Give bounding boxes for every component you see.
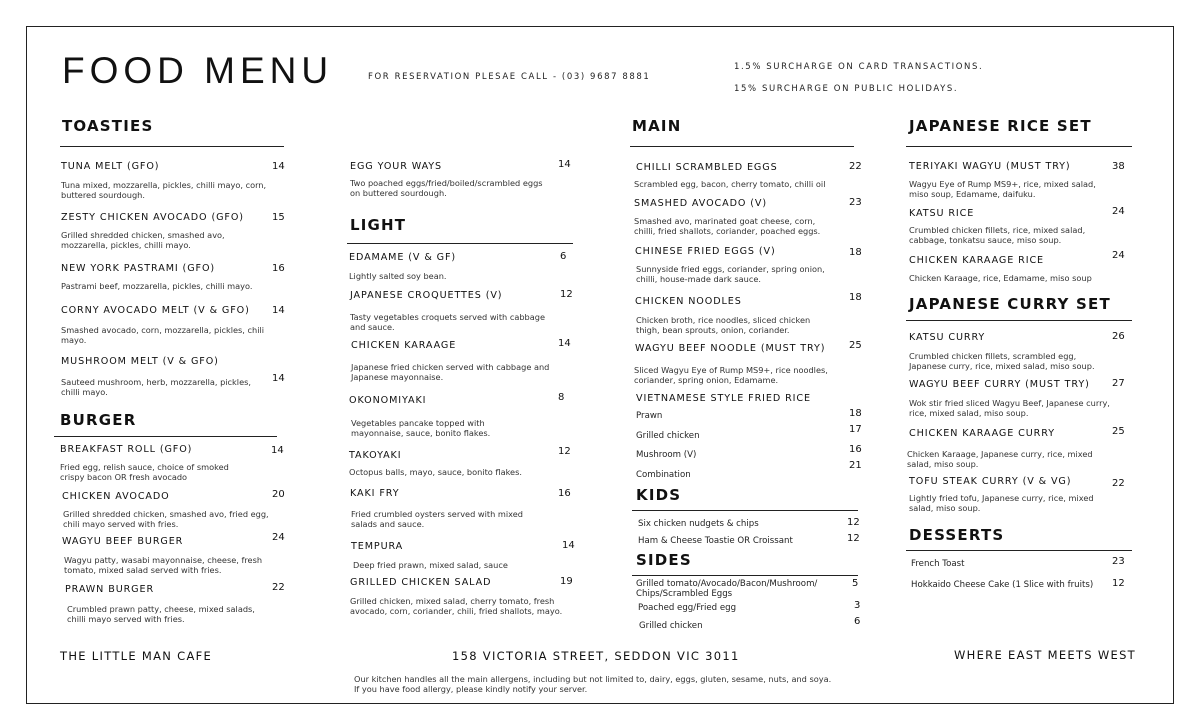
item-price: 16	[272, 263, 285, 274]
fried-rice-price: 16	[849, 444, 862, 455]
item-price: 14	[272, 373, 285, 384]
section-title-sides: SIDES	[636, 551, 692, 569]
item-price: 14	[272, 305, 285, 316]
dessert-price: 12	[1112, 578, 1125, 589]
fried-rice-option: Combination	[636, 470, 691, 480]
cafe-slogan: WHERE EAST MEETS WEST	[954, 648, 1137, 662]
kids-item: Ham & Cheese Toastie OR Croissant	[638, 536, 793, 546]
item-price: 22	[272, 582, 285, 593]
sides-price: 6	[854, 616, 861, 627]
item-description: Pastrami beef, mozzarella, pickles, chilli mayo.	[61, 281, 253, 291]
item-price: 24	[272, 532, 285, 543]
item-name: PRAWN BURGER	[65, 584, 155, 595]
item-description: Lightly fried tofu, Japanese curry, rice, mixed salad, miso soup.	[909, 493, 1094, 513]
item-price: 25	[849, 340, 862, 351]
section-rule-main	[630, 146, 854, 147]
fried-rice-title: VIETNAMESE STYLE FRIED RICE	[636, 393, 811, 404]
item-price: 14	[558, 338, 571, 349]
item-description: Sauteed mushroom, herb, mozzarella, pickles, chilli mayo.	[61, 377, 251, 397]
item-description: Japanese fried chicken served with cabbage and Japanese mayonnaise.	[351, 362, 550, 382]
item-description: Chicken Karaage, rice, Edamame, miso soup	[909, 273, 1092, 283]
item-price: 14	[558, 159, 571, 170]
item-description: Lightly salted soy bean.	[349, 271, 447, 281]
item-price: 8	[558, 392, 565, 403]
item-price: 20	[272, 489, 285, 500]
item-description: Grilled shredded chicken, smashed avo, fried egg, chili mayo served with fries.	[63, 509, 269, 529]
item-price: 24	[1112, 250, 1125, 261]
item-name: WAGYU BEEF BURGER	[62, 536, 184, 547]
cafe-name: THE LITTLE MAN CAFE	[60, 649, 213, 663]
sides-item: Poached egg/Fried egg	[638, 603, 737, 613]
item-name: NEW YORK PASTRAMI (GFO)	[61, 263, 216, 274]
section-title-japanese-rice-set: JAPANESE RICE SET	[909, 117, 1092, 135]
section-title-burger: BURGER	[60, 411, 137, 429]
section-title-kids: KIDS	[636, 486, 682, 504]
item-name: BREAKFAST ROLL (GFO)	[60, 444, 193, 455]
item-price: 25	[1112, 426, 1125, 437]
item-price: 14	[272, 161, 285, 172]
item-description: Crumbled chicken fillets, scrambled egg, Japanese curry, rice, mixed salad, miso soup.	[909, 351, 1095, 371]
kids-price: 12	[847, 533, 860, 544]
item-description: Vegetables pancake topped with mayonnaise, sauce, bonito flakes.	[351, 418, 491, 438]
item-description: Octopus balls, mayo, sauce, bonito flakes.	[349, 467, 522, 477]
item-description: Sunnyside fried eggs, coriander, spring onion, chilli, house-made dark sauce.	[636, 264, 825, 284]
sides-item: Grilled tomato/Avocado/Bacon/Mushroom/ Chips/Scrambled Eggs	[636, 579, 818, 599]
item-price: 18	[849, 247, 862, 258]
section-title-japanese-curry-set: JAPANESE CURRY SET	[909, 295, 1111, 313]
surcharge-holiday: 15% SURCHARGE ON PUBLIC HOLIDAYS.	[734, 84, 959, 94]
item-name: CHICKEN KARAAGE	[351, 340, 457, 351]
item-price: 14	[271, 445, 284, 456]
item-price: 14	[562, 540, 575, 551]
item-name: MUSHROOM MELT (V & GFO)	[61, 356, 219, 367]
item-name: KAKI FRY	[350, 488, 400, 499]
item-description: Smashed avocado, corn, mozzarella, pickles, chili mayo.	[61, 325, 265, 345]
surcharge-card: 1.5% SURCHARGE ON CARD TRANSACTIONS.	[734, 62, 984, 72]
item-price: 27	[1112, 378, 1125, 389]
item-name: GRILLED CHICKEN SALAD	[350, 577, 492, 588]
item-price: 12	[558, 446, 571, 457]
item-name: KATSU RICE	[909, 208, 975, 219]
item-description: Chicken Karaage, Japanese curry, rice, mixed salad, miso soup.	[907, 449, 1093, 469]
item-name: CHICKEN KARAAGE CURRY	[909, 428, 1055, 439]
item-description: Two poached eggs/fried/boiled/scrambled eggs on buttered sourdough.	[350, 178, 543, 198]
item-description: Fried egg, relish sauce, choice of smoked crispy bacon OR fresh avocado	[60, 462, 229, 482]
item-description: Crumbled prawn patty, cheese, mixed salads, chilli mayo served with fries.	[67, 604, 255, 624]
section-rule-japanese-curry-set	[906, 320, 1132, 321]
item-price: 18	[849, 292, 862, 303]
item-price: 24	[1112, 206, 1125, 217]
allergy-notice	[354, 674, 894, 694]
item-name: SMASHED AVOCADO (V)	[634, 198, 768, 209]
section-title-toasties: TOASTIES	[62, 117, 154, 135]
fried-rice-option: Prawn	[636, 411, 663, 421]
fried-rice-option: Grilled chicken	[636, 431, 700, 441]
item-price: 23	[849, 197, 862, 208]
item-name: CHILLI SCRAMBLED EGGS	[636, 162, 778, 173]
fried-rice-price: 21	[849, 460, 862, 471]
item-price: 22	[1112, 478, 1125, 489]
item-name: WAGYU BEEF CURRY (MUST TRY)	[909, 379, 1090, 390]
allergy-line: Our kitchen handles all the main allergens, including but not limited to, dairy, eggs, gluten, sesame, nuts, and soya.	[354, 674, 832, 684]
allergy-line: If you have food allergy, please kindly notify your server.	[354, 684, 588, 694]
section-title-light: LIGHT	[350, 216, 407, 234]
item-name: KATSU CURRY	[909, 332, 986, 343]
item-description: Sliced Wagyu Eye of Rump MS9+, rice noodles, coriander, spring onion, Edamame.	[634, 365, 828, 385]
item-name: TERIYAKI WAGYU (MUST TRY)	[909, 161, 1071, 172]
section-rule-light	[347, 243, 573, 244]
item-name: TEMPURA	[351, 541, 404, 552]
section-rule-burger	[54, 436, 277, 437]
item-name: TUNA MELT (GFO)	[61, 161, 160, 172]
item-description: Wagyu Eye of Rump MS9+, rice, mixed salad, miso soup, Edamame, daifuku.	[909, 179, 1096, 199]
item-description: Wok stir fried sliced Wagyu Beef, Japanese curry, rice, mixed salad, miso soup.	[909, 398, 1110, 418]
item-description: Scrambled egg, bacon, cherry tomato, chilli oil	[634, 179, 826, 189]
section-rule-desserts	[906, 550, 1132, 551]
item-price: 6	[560, 251, 567, 262]
item-name: TAKOYAKI	[349, 450, 402, 461]
dessert-item: Hokkaido Cheese Cake (1 Slice with fruits)	[911, 580, 1094, 590]
sides-price: 3	[854, 600, 861, 611]
item-name: EDAMAME (V & GF)	[349, 252, 457, 263]
sides-item: Grilled chicken	[639, 621, 703, 631]
fried-rice-price: 17	[849, 424, 862, 435]
item-name: EGG YOUR WAYS	[350, 161, 443, 172]
cafe-address: 158 VICTORIA STREET, SEDDON VIC 3011	[452, 649, 740, 663]
item-description: Chicken broth, rice noodles, sliced chicken thigh, bean sprouts, onion, coriander.	[636, 315, 811, 335]
section-title-main: MAIN	[632, 117, 682, 135]
item-description: Grilled chicken, mixed salad, cherry tomato, fresh avocado, corn, coriander, chili, fried shallots, mayo.	[350, 596, 563, 616]
reservation-line: FOR RESERVATION PLESAE CALL - (03) 9687 8881	[368, 72, 651, 82]
dessert-item: French Toast	[911, 559, 965, 569]
dessert-price: 23	[1112, 556, 1125, 567]
kids-item: Six chicken nudgets & chips	[638, 519, 759, 529]
item-price: 38	[1112, 161, 1125, 172]
item-price: 22	[849, 161, 862, 172]
item-description: Smashed avo, marinated goat cheese, corn, chilli, fried shallots, coriander, poached eggs.	[634, 216, 821, 236]
item-price: 12	[560, 289, 573, 300]
item-name: WAGYU BEEF NOODLE (MUST TRY)	[635, 343, 826, 354]
item-price: 15	[272, 212, 285, 223]
item-description: Deep fried prawn, mixed salad, sauce	[353, 560, 508, 570]
item-name: CHICKEN AVOCADO	[62, 491, 170, 502]
item-price: 16	[558, 488, 571, 499]
item-name: JAPANESE CROQUETTES (V)	[350, 290, 503, 301]
item-name: TOFU STEAK CURRY (V & VG)	[909, 476, 1072, 487]
sides-price: 5	[852, 578, 859, 589]
item-price: 26	[1112, 331, 1125, 342]
section-rule-toasties	[60, 146, 284, 147]
item-name: CHINESE FRIED EGGS (V)	[635, 246, 776, 257]
item-description: Tasty vegetables croquets served with cabbage and sauce.	[350, 312, 545, 332]
fried-rice-price: 18	[849, 408, 862, 419]
item-name: OKONOMIYAKI	[349, 395, 427, 406]
item-name: CHICKEN NOODLES	[635, 296, 742, 307]
item-description: Grilled shredded chicken, smashed avo, mozzarella, pickles, chilli mayo.	[61, 230, 225, 250]
item-description: Tuna mixed, mozzarella, pickles, chilli mayo, corn, buttered sourdough.	[61, 180, 267, 200]
item-description: Fried crumbled oysters served with mixed salads and sauce.	[351, 509, 523, 529]
section-rule-sides	[632, 575, 858, 576]
item-name: CORNY AVOCADO MELT (V & GFO)	[61, 305, 250, 316]
page-title: FOOD MENU	[62, 50, 334, 91]
item-name: CHICKEN KARAAGE RICE	[909, 255, 1045, 266]
fried-rice-option: Mushroom (V)	[636, 450, 697, 460]
section-rule-kids	[632, 510, 858, 511]
section-title-desserts: DESSERTS	[909, 526, 1005, 544]
item-description: Crumbled chicken fillets, rice, mixed salad, cabbage, tonkatsu sauce, miso soup.	[909, 225, 1086, 245]
item-description: Wagyu patty, wasabi mayonnaise, cheese, fresh tomato, mixed salad served with fries.	[64, 555, 263, 575]
kids-price: 12	[847, 517, 860, 528]
item-name: ZESTY CHICKEN AVOCADO (GFO)	[61, 212, 244, 223]
section-rule-japanese-rice-set	[906, 146, 1132, 147]
item-price: 19	[560, 576, 573, 587]
